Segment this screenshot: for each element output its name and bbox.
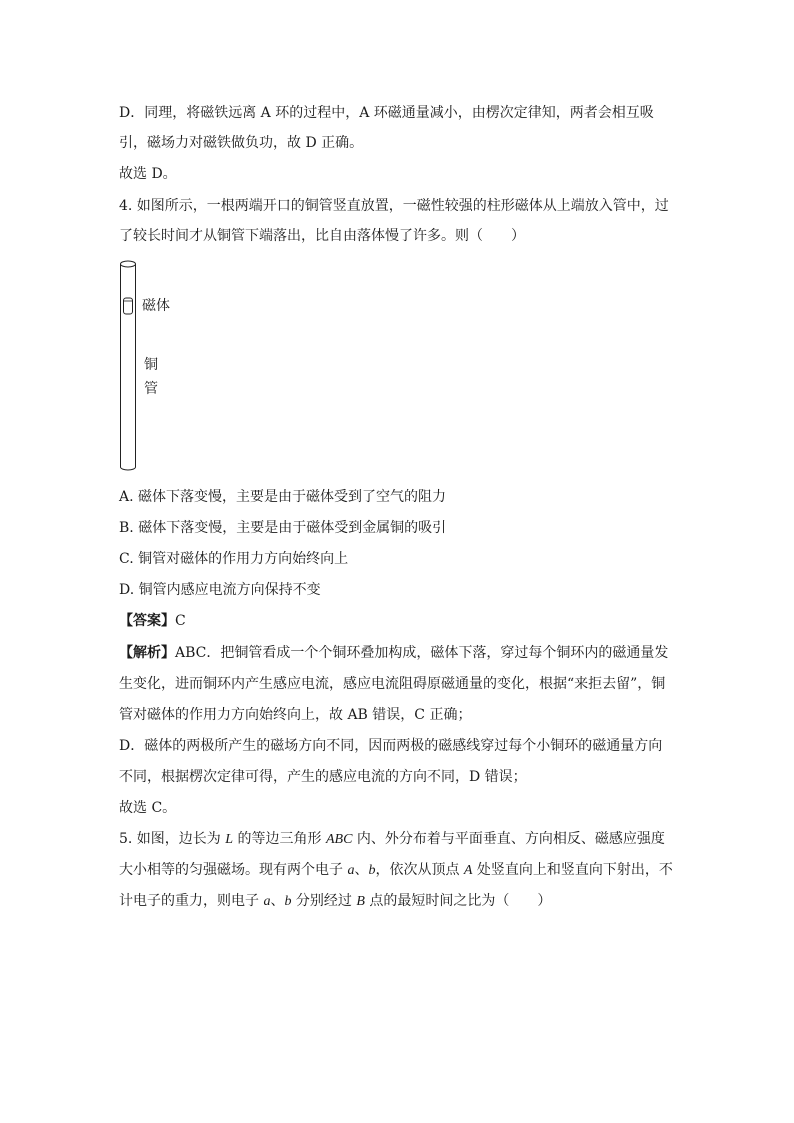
q5-text: 处竖直向上和竖直向下射出，不 bbox=[472, 862, 673, 878]
q4-stem-line-2: 了较长时间才从铜管下端落出，比自由落体慢了许多。则（ ） bbox=[119, 228, 525, 244]
q4-stem-line-1: 4. 如图所示，一根两端开口的铜管竖直放置，一磁性较强的柱形磁体从上端放入管中，过 bbox=[119, 198, 669, 214]
magnet-label: 磁体 bbox=[142, 298, 170, 314]
analysis-label: 【解析】 bbox=[119, 645, 175, 661]
var-L: L bbox=[225, 832, 234, 847]
d-explanation-line-2: 引，磁场力对磁铁做负功，故 D 正确。 bbox=[119, 135, 364, 151]
copper-tube bbox=[121, 261, 136, 470]
tube-label-1: 铜 bbox=[144, 357, 158, 373]
var-a: a bbox=[263, 894, 271, 909]
q5-text: 、 bbox=[354, 862, 369, 878]
q5-text: 内、外分布着与平面垂直、方向相反、磁感应强度 bbox=[352, 831, 665, 847]
q5-text: 、 bbox=[270, 893, 285, 909]
q5-stem-line-3 bbox=[119, 891, 551, 912]
option-b: B. 磁体下落变慢，主要是由于磁体受到金属铜的吸引 bbox=[119, 520, 447, 536]
option-d: D. 铜管内感应电流方向保持不变 bbox=[119, 582, 321, 598]
option-a: A. 磁体下落变慢，主要是由于磁体受到了空气的阻力 bbox=[119, 489, 447, 505]
analysis-line-2: 生变化，进而铜环内产生感应电流，感应电流阻碍原磁通量的变化，根据“来拒去留”，铜 bbox=[119, 676, 666, 692]
var-b: b bbox=[284, 894, 292, 909]
answer-label: 【答案】 bbox=[119, 613, 175, 629]
magnet-shape bbox=[124, 298, 133, 314]
q5-text: 大小相等的匀强磁场。现有两个电子 bbox=[119, 862, 348, 878]
analysis-line-5: 不同，根据楞次定律可得，产生的感应电流的方向不同，D 错误； bbox=[119, 769, 527, 785]
q5-stem-line-1 bbox=[119, 829, 665, 850]
analysis-line-3: 管对磁体的作用力方向始终向上，故 AB 错误，C 正确； bbox=[119, 707, 472, 723]
previous-answer-select: 故选 D。 bbox=[119, 166, 177, 182]
q5-text: 5. 如图，边长为 bbox=[119, 831, 226, 847]
q4-figure bbox=[116, 258, 196, 476]
q5-text: ，依次从顶点 bbox=[375, 862, 464, 878]
copper-tube-diagram bbox=[116, 258, 146, 476]
analysis-line-4: D．磁体的两极所产生的磁场方向不同，因而两极的磁感线穿过每个小铜环的磁通量方向 bbox=[119, 738, 663, 754]
tube-label-2: 管 bbox=[144, 381, 158, 397]
q4-answer-select: 故选 C。 bbox=[119, 800, 177, 816]
analysis-text-1: ABC．把铜管看成一个个铜环叠加构成，磁体下落，穿过每个铜环内的磁通量发 bbox=[175, 645, 669, 661]
q5-text: 点的最短时间之比为（ ） bbox=[364, 893, 552, 909]
var-ABC: ABC bbox=[325, 832, 353, 847]
var-A: A bbox=[463, 863, 473, 878]
answer-value: C bbox=[175, 613, 186, 629]
d-explanation-line-1: D．同理，将磁铁远离 A 环的过程中，A 环磁通量减小，由楞次定律知，两者会相互吸 bbox=[119, 105, 654, 121]
var-a: a bbox=[347, 863, 355, 878]
analysis-line-1 bbox=[119, 643, 668, 663]
var-b: b bbox=[368, 863, 376, 878]
var-B: B bbox=[356, 894, 365, 909]
q5-text: 的等边三角形 bbox=[233, 831, 326, 847]
q5-text: 计电子的重力，则电子 bbox=[119, 893, 264, 909]
answer-line bbox=[119, 611, 186, 631]
option-c: C. 铜管对磁体的作用力方向始终向上 bbox=[119, 551, 349, 567]
q5-stem-line-2 bbox=[119, 860, 673, 881]
q5-text: 分别经过 bbox=[291, 893, 357, 909]
